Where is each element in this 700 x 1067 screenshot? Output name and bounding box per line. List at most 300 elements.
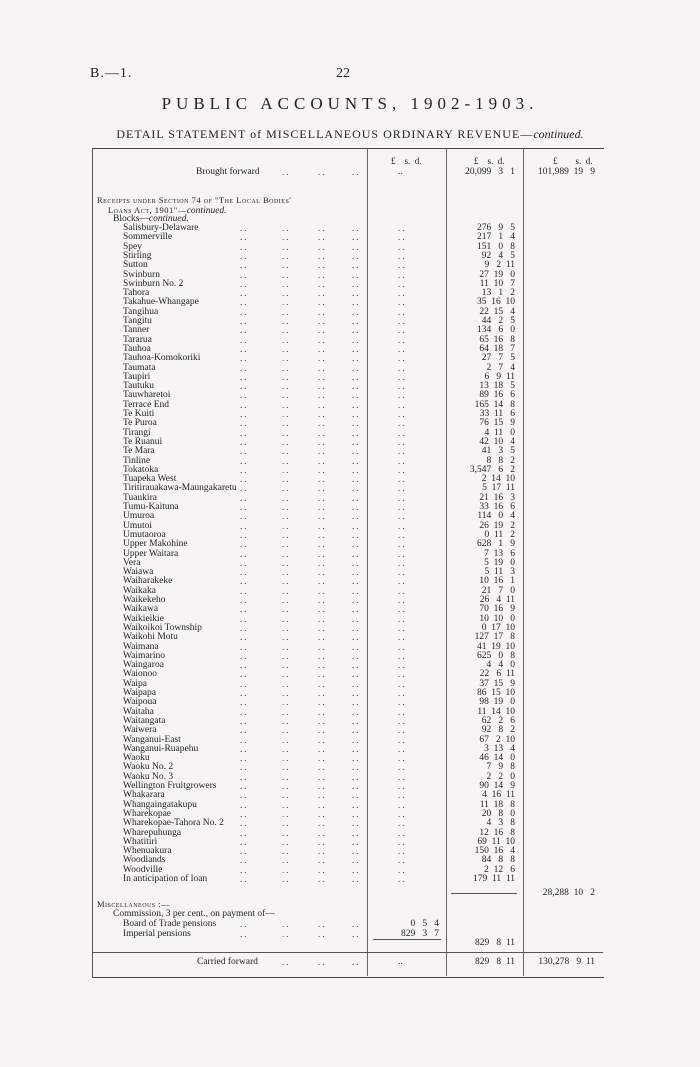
block-amount: 90 14 9 xyxy=(479,781,515,791)
block-amount: 76 15 9 xyxy=(479,418,515,429)
leader-dots: .. xyxy=(240,483,249,494)
leader-dots: .. xyxy=(398,706,407,717)
leader-dots: .. xyxy=(240,919,249,929)
leader-dots: .. xyxy=(282,399,291,410)
leader-dots: .. xyxy=(398,548,407,559)
leader-dots: .. xyxy=(398,269,407,280)
leader-dots: .. xyxy=(318,260,327,271)
block-name: Waiwera xyxy=(123,725,157,736)
leader-dots: .. xyxy=(398,390,407,401)
section-heading-line1: Receipts under Section 74 of "The Local Bodies' xyxy=(97,195,292,205)
block-name: Umuroa xyxy=(123,511,155,522)
leader-dots: .. xyxy=(398,343,407,354)
leader-dots: .. xyxy=(240,595,249,605)
leader-dots: .. xyxy=(352,846,361,857)
block-name: Tauwharetoi xyxy=(123,390,171,401)
leader-dots: .. xyxy=(240,567,249,578)
leader-dots: .. xyxy=(398,762,407,773)
leader-dots: .. xyxy=(240,660,249,671)
leader-dots: .. xyxy=(282,567,291,578)
leader-dots: .. xyxy=(352,529,361,540)
leader-dots: .. xyxy=(398,734,407,745)
leader-dots: .. xyxy=(398,799,407,810)
leader-dots: .. xyxy=(282,743,291,754)
leader-dots: .. xyxy=(240,929,249,939)
block-amount: 92 4 5 xyxy=(481,250,515,261)
leader-dots: .. xyxy=(318,474,327,485)
block-name: Waoku No. 3 xyxy=(123,771,174,782)
leader-dots: .. xyxy=(352,576,361,587)
leader-dots: .. xyxy=(282,520,291,531)
leader-dots: .. xyxy=(352,567,361,578)
leader-dots: .. xyxy=(398,715,407,726)
leader-dots: .. xyxy=(282,669,291,680)
leader-dots: .. xyxy=(318,874,327,884)
leader-dots: .. xyxy=(282,260,291,271)
block-amount: 276 9 5 xyxy=(477,223,515,233)
block-name: Tuaukira xyxy=(123,492,157,503)
block-amount: 22 15 4 xyxy=(479,306,515,317)
carried-forward-label: Carried forward xyxy=(197,957,258,967)
leader-dots: .. xyxy=(282,502,291,512)
leader-dots: .. xyxy=(318,362,327,373)
leader-dots: .. xyxy=(282,474,291,485)
leader-dots: .. xyxy=(352,390,361,401)
leader-dots: .. xyxy=(398,827,407,838)
leader-dots: .. xyxy=(240,334,249,345)
leader-dots: .. xyxy=(398,409,407,419)
leader-dots: .. xyxy=(318,446,327,457)
leader-dots: .. xyxy=(398,306,407,317)
leader-dots: .. xyxy=(318,688,327,698)
leader-dots: .. xyxy=(318,855,327,866)
leader-dots: .. xyxy=(282,371,291,382)
leader-dots: .. xyxy=(398,381,407,392)
leader-dots: .. xyxy=(240,409,249,419)
leader-dots: .. xyxy=(352,455,361,466)
block-name: Waoku xyxy=(123,753,150,764)
col2-header: £ s. d. xyxy=(474,156,505,166)
block-name: Swinburn xyxy=(123,269,160,280)
leader-dots: .. xyxy=(282,688,291,698)
leader-dots: .. xyxy=(398,511,407,522)
leader-dots: .. xyxy=(240,288,249,299)
block-amount: 3 13 4 xyxy=(484,743,515,754)
leader-dots: .. xyxy=(240,362,249,373)
block-name: Salisbury-Delaware xyxy=(123,223,199,233)
block-amount: 4 3 8 xyxy=(486,818,515,829)
block-amount: 179 11 11 xyxy=(472,874,515,884)
block-name: Upper Waitara xyxy=(123,548,179,559)
block-name: Tahora xyxy=(123,288,150,299)
column-rule-2 xyxy=(446,148,447,976)
leader-dots: .. xyxy=(318,864,327,875)
leader-dots: .. xyxy=(318,455,327,466)
leader-dots: .. xyxy=(352,919,361,929)
block-name: Waipa xyxy=(123,678,148,689)
leader-dots: .. xyxy=(282,725,291,736)
leader-dots: .. xyxy=(240,641,249,652)
leader-dots: .. xyxy=(240,241,249,252)
leader-dots: .. xyxy=(240,446,249,457)
col1-header: £ s. d. xyxy=(391,156,422,166)
leader-dots: .. xyxy=(352,278,361,289)
leader-dots: .. xyxy=(240,836,249,847)
block-name: Swinburn No. 2 xyxy=(123,278,184,289)
leader-dots: .. xyxy=(398,650,407,661)
leader-dots: .. xyxy=(282,846,291,857)
block-amount: 64 18 7 xyxy=(479,343,515,354)
leader-dots: .. xyxy=(318,464,327,475)
leader-dots: .. xyxy=(398,250,407,261)
leader-dots: .. xyxy=(318,743,327,754)
leader-dots: .. xyxy=(318,297,327,308)
block-name: Waikohi Motu xyxy=(123,632,178,643)
leader-dots: .. xyxy=(318,548,327,559)
leader-dots: .. xyxy=(318,827,327,838)
leader-dots: .. xyxy=(318,613,327,624)
block-name: Sommerville xyxy=(123,232,173,243)
block-name: Tauhoa xyxy=(123,343,151,354)
leader-dots: .. xyxy=(240,632,249,643)
leader-dots: .. xyxy=(318,678,327,689)
leader-dots: .. xyxy=(318,223,327,233)
leader-dots: .. xyxy=(352,678,361,689)
leader-dots: .. xyxy=(282,362,291,373)
block-amount: 13 18 5 xyxy=(479,381,515,392)
leader-dots: .. xyxy=(282,250,291,261)
leader-dots: .. xyxy=(352,260,361,271)
leader-dots: .. xyxy=(282,288,291,299)
leader-dots: .. xyxy=(282,269,291,280)
leader-dots: .. xyxy=(240,715,249,726)
leader-dots: .. xyxy=(282,576,291,587)
block-name: Te Ruanui xyxy=(123,436,163,447)
leader-dots: .. xyxy=(318,595,327,605)
leader-dots: .. xyxy=(318,436,327,447)
leader-dots: .. xyxy=(318,808,327,819)
leader-dots: .. xyxy=(318,622,327,633)
leader-dots: .. xyxy=(352,622,361,633)
leader-dots: .. xyxy=(318,399,327,410)
leader-dots: .. xyxy=(398,855,407,866)
leader-dots: .. xyxy=(240,669,249,680)
block-name: Tumu-Kaituna xyxy=(123,502,179,512)
misc-commission: Commission, 3 per cent., on payment of— xyxy=(113,909,275,919)
leader-dots: .. xyxy=(282,827,291,838)
leader-dots: .. xyxy=(240,474,249,485)
leader-dots: .. xyxy=(282,836,291,847)
block-name: Tinline xyxy=(123,455,151,466)
leader-dots: .. xyxy=(240,846,249,857)
leader-dots: .. xyxy=(398,297,407,308)
misc-total: 829 8 11 xyxy=(474,938,515,948)
leader-dots: .. xyxy=(352,418,361,429)
col3-header: £ s. d. xyxy=(553,156,593,166)
leader-dots: .. xyxy=(352,957,361,967)
misc-item-amount: 829 3 7 xyxy=(401,929,439,939)
leader-dots: .. xyxy=(282,864,291,875)
leader-dots: .. xyxy=(240,325,249,336)
leader-dots: .. xyxy=(318,409,327,419)
leader-dots: .. xyxy=(240,874,249,884)
leader-dots: .. xyxy=(318,734,327,745)
leader-dots: .. xyxy=(352,613,361,624)
block-name: Waikoikoi Township xyxy=(123,622,202,633)
leader-dots: .. xyxy=(352,223,361,233)
leader-dots: .. xyxy=(240,781,249,791)
section-heading-line2a: Loans Act, 1901"— xyxy=(108,205,187,215)
leader-dots: .. xyxy=(352,316,361,326)
leader-dots: .. xyxy=(282,390,291,401)
leader-dots: .. xyxy=(240,604,249,615)
leader-dots: .. xyxy=(352,381,361,392)
block-amount: 114 0 4 xyxy=(477,511,515,522)
leader-dots: .. xyxy=(398,836,407,847)
leader-dots: .. xyxy=(398,781,407,791)
block-name: Tiritirauakawa-Maungakaretu xyxy=(123,483,237,494)
leader-dots: .. xyxy=(352,734,361,745)
leader-dots: .. xyxy=(398,223,407,233)
brought-forward-label: Brought forward xyxy=(196,167,260,177)
leader-dots: .. xyxy=(240,436,249,447)
leader-dots: .. xyxy=(282,855,291,866)
leader-dots: .. xyxy=(240,688,249,698)
leader-dots: .. xyxy=(282,957,291,967)
leader-dots: .. xyxy=(318,771,327,782)
block-name: Woodlands xyxy=(123,855,166,866)
leader-dots: .. xyxy=(282,632,291,643)
leader-dots: .. xyxy=(240,427,249,438)
leader-dots: .. xyxy=(240,771,249,782)
leader-dots: .. xyxy=(398,567,407,578)
leader-dots: .. xyxy=(398,743,407,754)
leader-dots: .. xyxy=(282,409,291,419)
block-amount: 134 6 0 xyxy=(477,325,515,336)
block-amount: 625 0 8 xyxy=(477,650,515,661)
block-name: Tuapeka West xyxy=(123,474,177,485)
leader-dots: .. xyxy=(282,790,291,801)
leader-dots: .. xyxy=(318,288,327,299)
leader-dots: .. xyxy=(398,464,407,475)
block-amount: 22 6 11 xyxy=(479,669,515,680)
leader-dots: .. xyxy=(352,557,361,568)
leader-dots: .. xyxy=(398,353,407,364)
block-amount: 67 2 10 xyxy=(479,734,515,745)
leader-dots: .. xyxy=(240,511,249,522)
block-name: Waikaka xyxy=(123,585,156,596)
block-amount: 26 4 11 xyxy=(479,595,515,605)
leader-dots: .. xyxy=(398,520,407,531)
block-amount: 4 16 11 xyxy=(482,790,515,801)
leader-dots: .. xyxy=(352,343,361,354)
leader-dots: .. xyxy=(240,250,249,261)
block-amount: 8 8 2 xyxy=(486,455,515,466)
leader-dots: .. xyxy=(352,548,361,559)
block-amount: 2 7 4 xyxy=(486,362,515,373)
block-amount: 10 16 1 xyxy=(479,576,515,587)
leader-dots: .. xyxy=(398,669,407,680)
leader-dots: .. xyxy=(352,167,361,177)
leader-dots: .. xyxy=(282,241,291,252)
block-amount: 21 7 0 xyxy=(481,585,515,596)
leader-dots: .. xyxy=(398,362,407,373)
leader-dots: .. xyxy=(282,334,291,345)
leader-dots: .. xyxy=(318,660,327,671)
leader-dots: .. xyxy=(318,567,327,578)
block-amount: 46 14 0 xyxy=(479,753,515,764)
block-amount: 13 1 2 xyxy=(481,288,515,299)
block-amount: 69 11 10 xyxy=(477,836,515,847)
leader-dots: .. xyxy=(282,613,291,624)
block-amount: 3,547 6 2 xyxy=(469,464,515,475)
block-amount: 2 12 6 xyxy=(484,864,515,875)
block-name: Takahue-Whangape xyxy=(123,297,199,308)
block-amount: 89 16 6 xyxy=(479,390,515,401)
leader-dots: .. xyxy=(282,316,291,326)
leader-dots: .. xyxy=(282,641,291,652)
leader-dots: .. xyxy=(398,660,407,671)
block-amount: 6 9 11 xyxy=(484,371,515,382)
leader-dots: .. xyxy=(318,706,327,717)
leader-dots: .. xyxy=(240,548,249,559)
leader-dots: .. xyxy=(240,316,249,326)
leader-dots: .. xyxy=(240,223,249,233)
leader-dots: .. xyxy=(318,846,327,857)
leader-dots: .. xyxy=(352,288,361,299)
leader-dots: .. xyxy=(318,790,327,801)
leader-dots: .. xyxy=(398,818,407,829)
block-name: Woodville xyxy=(123,864,163,875)
leader-dots: .. xyxy=(282,446,291,457)
block-amount: 65 16 8 xyxy=(479,334,515,345)
block-amount: 35 16 10 xyxy=(477,297,515,308)
leader-dots: .. xyxy=(282,278,291,289)
block-amount: 70 16 9 xyxy=(479,604,515,615)
leader-dots: .. xyxy=(240,399,249,410)
leader-dots: .. xyxy=(352,325,361,336)
leader-dots: .. xyxy=(352,595,361,605)
leader-dots: .. xyxy=(352,436,361,447)
leader-dots: .. xyxy=(352,762,361,773)
leader-dots: .. xyxy=(318,641,327,652)
misc-item-amount: 0 5 4 xyxy=(410,919,439,929)
leader-dots: .. xyxy=(352,250,361,261)
block-name: Waingaroa xyxy=(123,660,164,671)
leader-dots: .. xyxy=(240,381,249,392)
block-amount: 11 14 10 xyxy=(477,706,515,717)
block-amount: 4 11 0 xyxy=(484,427,515,438)
block-amount: 4 4 0 xyxy=(486,660,515,671)
leader-dots: .. xyxy=(240,529,249,540)
blocks-heading-a: Blocks— xyxy=(113,214,149,224)
leader-dots: .. xyxy=(352,474,361,485)
block-amount: 92 8 2 xyxy=(481,725,515,736)
leader-dots: .. xyxy=(240,502,249,512)
leader-dots: .. xyxy=(352,855,361,866)
leader-dots: .. xyxy=(282,660,291,671)
leader-dots: .. xyxy=(282,297,291,308)
leader-dots: .. xyxy=(398,474,407,485)
leader-dots: .. xyxy=(352,604,361,615)
misc-item-name: Board of Trade pensions xyxy=(123,919,217,929)
block-name: Tokatoka xyxy=(123,464,159,475)
leader-dots: .. xyxy=(240,557,249,568)
block-name: Tararua xyxy=(123,334,152,345)
leader-dots: .. xyxy=(282,919,291,929)
block-amount: 2 2 0 xyxy=(486,771,515,782)
leader-dots: .. xyxy=(240,306,249,317)
block-name: Waionoo xyxy=(123,669,158,680)
leader-dots: .. xyxy=(398,557,407,568)
leader-dots: .. xyxy=(282,232,291,243)
block-amount: 0 17 10 xyxy=(481,622,515,633)
leader-dots: .. xyxy=(398,241,407,252)
leader-dots: .. xyxy=(318,250,327,261)
leader-dots: .. xyxy=(352,743,361,754)
leader-dots: .. xyxy=(398,753,407,764)
block-amount: 84 8 8 xyxy=(481,855,515,866)
block-name: Waoku No. 2 xyxy=(123,762,174,773)
leader-dots: .. xyxy=(318,715,327,726)
leader-dots: .. xyxy=(240,650,249,661)
carried-forward-col3: 130,278 9 11 xyxy=(538,957,595,967)
block-name: Upper Makohine xyxy=(123,539,188,550)
column-rule-3 xyxy=(523,148,524,976)
leader-dots: .. xyxy=(282,353,291,364)
leader-dots: .. xyxy=(282,483,291,494)
leader-dots: .. xyxy=(352,864,361,875)
leader-dots: .. xyxy=(352,874,361,884)
leader-dots: .. xyxy=(282,223,291,233)
leader-dots: .. xyxy=(240,269,249,280)
leader-dots: .. xyxy=(240,734,249,745)
block-name: Wanganui-Ruapehu xyxy=(123,743,199,754)
misc-item-name: Imperial pensions xyxy=(123,929,191,939)
page-number: 22 xyxy=(336,66,350,81)
leader-dots: .. xyxy=(398,260,407,271)
block-amount: 37 15 9 xyxy=(479,678,515,689)
leader-dots: .. xyxy=(398,697,407,708)
leader-dots: .. xyxy=(240,697,249,708)
block-name: Waipapa xyxy=(123,688,156,698)
leader-dots: .. xyxy=(240,343,249,354)
block-name: Te Mara xyxy=(123,446,155,457)
leader-dots: .. xyxy=(318,353,327,364)
leader-dots: .. xyxy=(352,371,361,382)
leader-dots: .. xyxy=(352,446,361,457)
block-amount: 0 11 2 xyxy=(484,529,515,540)
block-amount: 33 11 6 xyxy=(479,409,515,419)
brought-forward-col2: 20,099 3 1 xyxy=(465,167,515,177)
leader-dots: .. xyxy=(398,455,407,466)
block-name: Waimana xyxy=(123,641,159,652)
block-amount: 5 17 11 xyxy=(482,483,515,494)
leader-dots: .. xyxy=(318,511,327,522)
leader-dots: .. xyxy=(318,232,327,243)
leader-dots: .. xyxy=(318,604,327,615)
leader-dots: .. xyxy=(282,697,291,708)
leader-dots: .. xyxy=(352,632,361,643)
block-name: Waitaha xyxy=(123,706,154,717)
blocks-total: 28,288 10 2 xyxy=(542,888,595,898)
leader-dots: .. xyxy=(282,427,291,438)
block-name: Terrace End xyxy=(123,399,170,410)
leader-dots: .. xyxy=(318,492,327,503)
leader-dots: .. xyxy=(352,492,361,503)
leader-dots: .. xyxy=(318,483,327,494)
leader-dots: .. xyxy=(282,595,291,605)
